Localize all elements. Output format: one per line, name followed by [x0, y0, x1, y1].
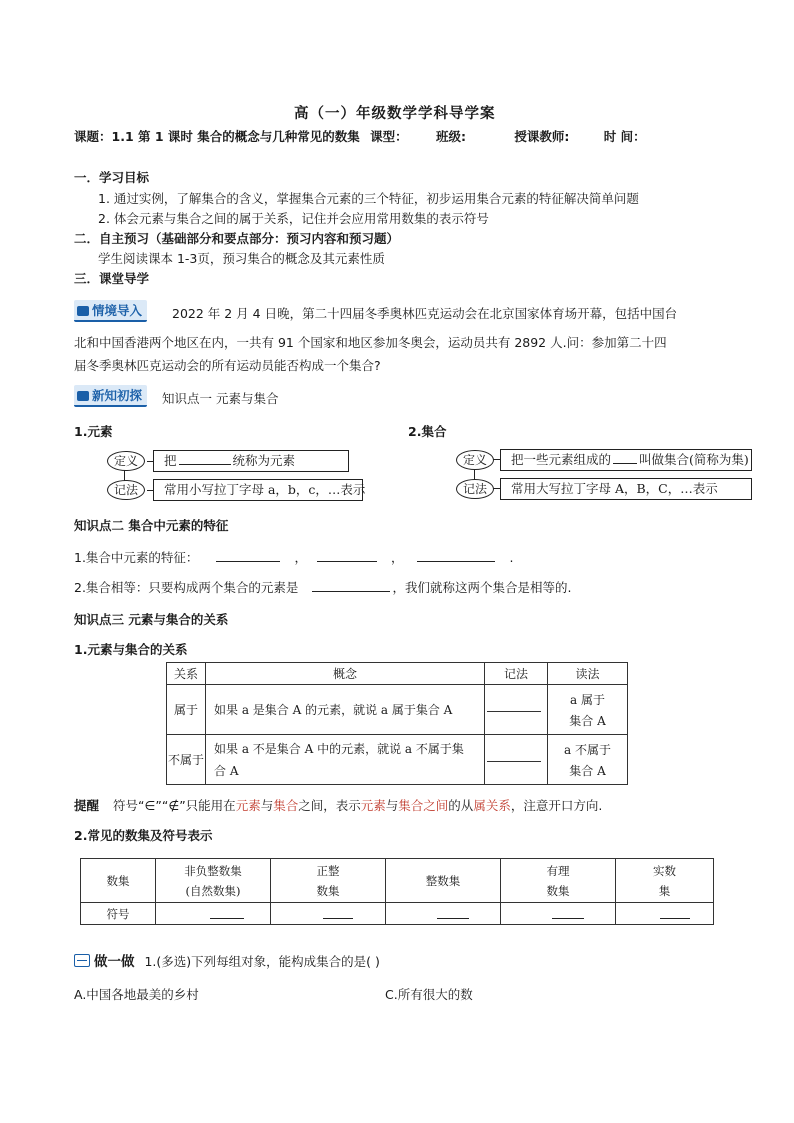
practice-badge: 做一做	[94, 954, 135, 970]
set-col-positive: 正整 数集	[271, 859, 386, 903]
pencil-icon	[74, 954, 90, 967]
cell-notation-in[interactable]	[485, 685, 548, 735]
sets-row-label: 数集	[81, 859, 156, 903]
kp3-heading: 知识点三 元素与集合的关系	[74, 612, 229, 627]
preview-text: 学生阅读课本 1-3页，预习集合的概念及其元素性质	[98, 251, 385, 266]
element-note-label: 记法	[107, 480, 145, 500]
kp2-q2: 2.集合相等：只要构成两个集合的元素是 ，我们就称这两个集合是相等的.	[74, 580, 572, 595]
set-col-integer: 整数集	[386, 859, 501, 903]
equal-blank[interactable]	[312, 579, 390, 592]
goal-item-1: 1. 通过实例，了解集合的含义，掌握集合元素的三个特征，初步运用集合元素的特征解决简单问题	[98, 191, 639, 206]
scenario-line-1: 2022 年 2 月 4 日晚，第二十四届冬季奥林匹克运动会在北京国家体育场开幕，包括中国台	[172, 306, 678, 321]
sym-integer[interactable]	[386, 903, 501, 925]
cell-concept-in: 如果 a 是集合 A 的元素，就说 a 属于集合 A	[206, 685, 485, 735]
set-note-box: 常用大写拉丁字母 A，B，C，…表示	[500, 478, 752, 500]
element-def-box: 把 统称为元素	[153, 450, 349, 472]
th-notation: 记法	[485, 663, 548, 685]
teacher-label: 授课教师:	[514, 129, 570, 144]
th-concept: 概念	[206, 663, 485, 685]
kp1-heading: 知识点一 元素与集合	[162, 391, 279, 406]
set-heading: 2.集合	[408, 424, 447, 439]
book-icon	[77, 391, 89, 401]
feature-blank-1[interactable]	[216, 549, 280, 562]
section3-heading: 三．课堂导学	[74, 271, 150, 286]
set-col-real: 实数 集	[616, 859, 714, 903]
practice-question: 1.(多选)下列每组对象，能构成集合的是( )	[144, 954, 380, 969]
set-col-rational: 有理 数集	[501, 859, 616, 903]
option-c[interactable]: C.所有很大的数	[385, 987, 473, 1002]
lesson-value: 1.1 第 1 课时 集合的概念与几种常见的数集	[111, 129, 360, 144]
scenario-badge: 情境导入	[74, 300, 147, 322]
time-label: 时 间：	[603, 129, 646, 144]
lesson-label: 课题：	[74, 129, 112, 144]
section1-heading: 一．学习目标	[74, 170, 150, 185]
scenario-line-3: 届冬季奥林匹克运动会的所有运动员能否构成一个集合?	[74, 358, 381, 373]
goal-item-2: 2. 体会元素与集合之间的属于关系，记住并会应用常用数集的表示符号	[98, 211, 489, 226]
feature-blank-3[interactable]	[417, 549, 495, 562]
kp2-heading: 知识点二 集合中元素的特征	[74, 518, 229, 533]
th-reading: 读法	[548, 663, 628, 685]
sym-natural[interactable]	[156, 903, 271, 925]
section2-heading: 二．自主预习（基础部分和要点部分：预习内容和预习题）	[74, 231, 400, 246]
cell-rel-notin: 不属于	[167, 735, 206, 785]
cell-rel-in: 属于	[167, 685, 206, 735]
cell-read-in: a 属于 集合 A	[548, 685, 628, 735]
newknow-badge: 新知初探	[74, 385, 147, 407]
element-def-label: 定义	[107, 451, 145, 471]
book-icon	[77, 306, 89, 316]
relation-table	[166, 662, 628, 785]
tip-line: 提醒 符号“∈”“∉”只能用在元素与集合之间，表示元素与集合之间的从属关系，注意开口方向.	[74, 798, 603, 813]
sym-real[interactable]	[616, 903, 714, 925]
type-label: 课型：	[370, 129, 408, 144]
cell-concept-notin: 如果 a 不是集合 A 中的元素，就说 a 不属于集 合 A	[206, 735, 485, 785]
set-note-label: 记法	[456, 479, 494, 499]
element-note-box: 常用小写拉丁字母 a，b，c，…表示	[153, 479, 363, 501]
th-relation: 关系	[167, 663, 206, 685]
scenario-line-2: 北和中国香港两个地区在内，一共有 91 个国家和地区参加冬奥会，运动员共有 2892 人.问：参加第二十四	[74, 335, 667, 350]
class-label: 班级:	[436, 129, 466, 144]
numbersets-table	[80, 858, 714, 925]
set-def-box: 把一些元素组成的 叫做集合(简称为集)	[500, 449, 752, 471]
kp3-sub1: 1.元素与集合的关系	[74, 642, 188, 657]
option-a[interactable]: A.中国各地最美的乡村	[74, 987, 199, 1002]
cell-read-notin: a 不属于 集合 A	[548, 735, 628, 785]
element-heading: 1.元素	[74, 424, 113, 439]
page-title: 高（一）年级数学学科导学案	[294, 106, 496, 122]
practice-line	[74, 950, 380, 970]
sets-sym-label: 符号	[81, 903, 156, 925]
sym-rational[interactable]	[501, 903, 616, 925]
tip-label: 提醒	[74, 798, 100, 813]
set-def-label: 定义	[456, 450, 494, 470]
element-blank[interactable]	[179, 452, 231, 465]
feature-blank-2[interactable]	[317, 549, 377, 562]
kp2-q1: 1.集合中元素的特征： ， ， .	[74, 550, 514, 565]
sets-heading: 2.常见的数集及符号表示	[74, 828, 213, 843]
header-line	[74, 127, 646, 145]
set-col-natural: 非负整数集 (自然数集)	[156, 859, 271, 903]
sym-positive[interactable]	[271, 903, 386, 925]
cell-notation-notin[interactable]	[485, 735, 548, 785]
set-blank[interactable]	[613, 451, 637, 464]
